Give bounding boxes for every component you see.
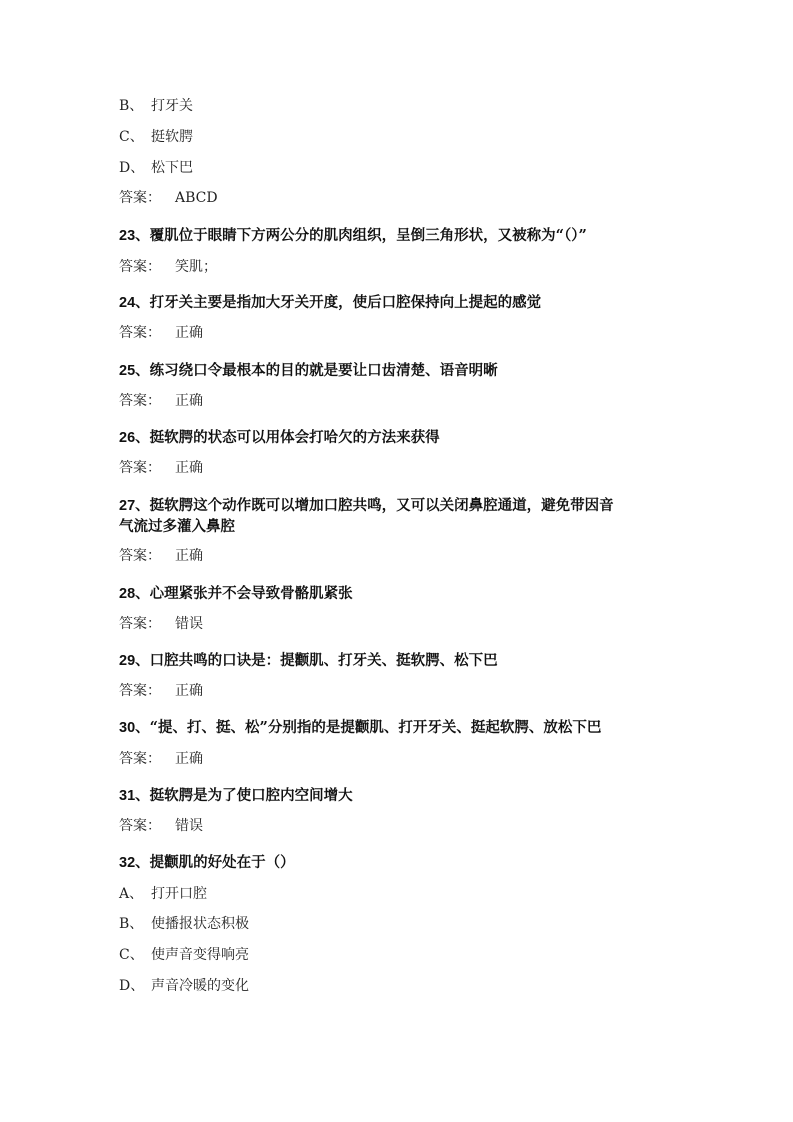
answer-28: 答案： 错误 [119, 616, 203, 632]
option-c: C、 挺软腭 [119, 129, 193, 145]
question-27: 27、挺软腭这个动作既可以增加口腔共鸣，又可以关闭鼻腔通道，避免带因音 [119, 497, 614, 514]
answer-24: 答案： 正确 [119, 325, 203, 341]
question-23: 23、覆肌位于眼睛下方两公分的肌肉组织，呈倒三角形状，又被称为“（）” [119, 227, 587, 244]
answer-25: 答案： 正确 [119, 393, 203, 409]
question-30: 30、“提、打、挺、松”分别指的是提颧肌、打开牙关、挺起软腭、放松下巴 [119, 719, 602, 736]
answer-29: 答案： 正确 [119, 683, 203, 699]
question-25: 25、练习绕口令最根本的目的就是要让口齿清楚、语音明晰 [119, 362, 498, 379]
question-24: 24、打牙关主要是指加大牙关开度，使后口腔保持向上提起的感觉 [119, 294, 542, 311]
q32-option-a: A、 打开口腔 [119, 886, 207, 902]
answer-30: 答案： 正确 [119, 751, 203, 767]
answer-31: 答案： 错误 [119, 818, 203, 834]
q32-option-b: B、 使播报状态积极 [119, 916, 249, 932]
question-31: 31、挺软腭是为了使口腔内空间增大 [119, 787, 353, 804]
answer-27: 答案： 正确 [119, 548, 203, 564]
question-29: 29、口腔共鸣的口诀是：提颧肌、打牙关、挺软腭、松下巴 [119, 652, 498, 669]
question-28: 28、心理紧张并不会导致骨骼肌紧张 [119, 585, 353, 602]
answer-23: 答案： 笑肌； [119, 259, 217, 275]
q32-option-d: D、 声音冷暖的变化 [119, 978, 249, 994]
question-32: 32、提颧肌的好处在于（） [119, 854, 295, 871]
option-b: B、 打牙关 [119, 98, 193, 114]
question-27-continued: 气流过多灌入鼻腔 [119, 518, 235, 535]
answer-26: 答案： 正确 [119, 460, 203, 476]
answer-22: 答案： ABCD [119, 190, 218, 206]
question-26: 26、挺软腭的状态可以用体会打哈欠的方法来获得 [119, 429, 440, 446]
q32-option-c: C、 使声音变得响亮 [119, 947, 249, 963]
option-d: D、 松下巴 [119, 160, 193, 176]
